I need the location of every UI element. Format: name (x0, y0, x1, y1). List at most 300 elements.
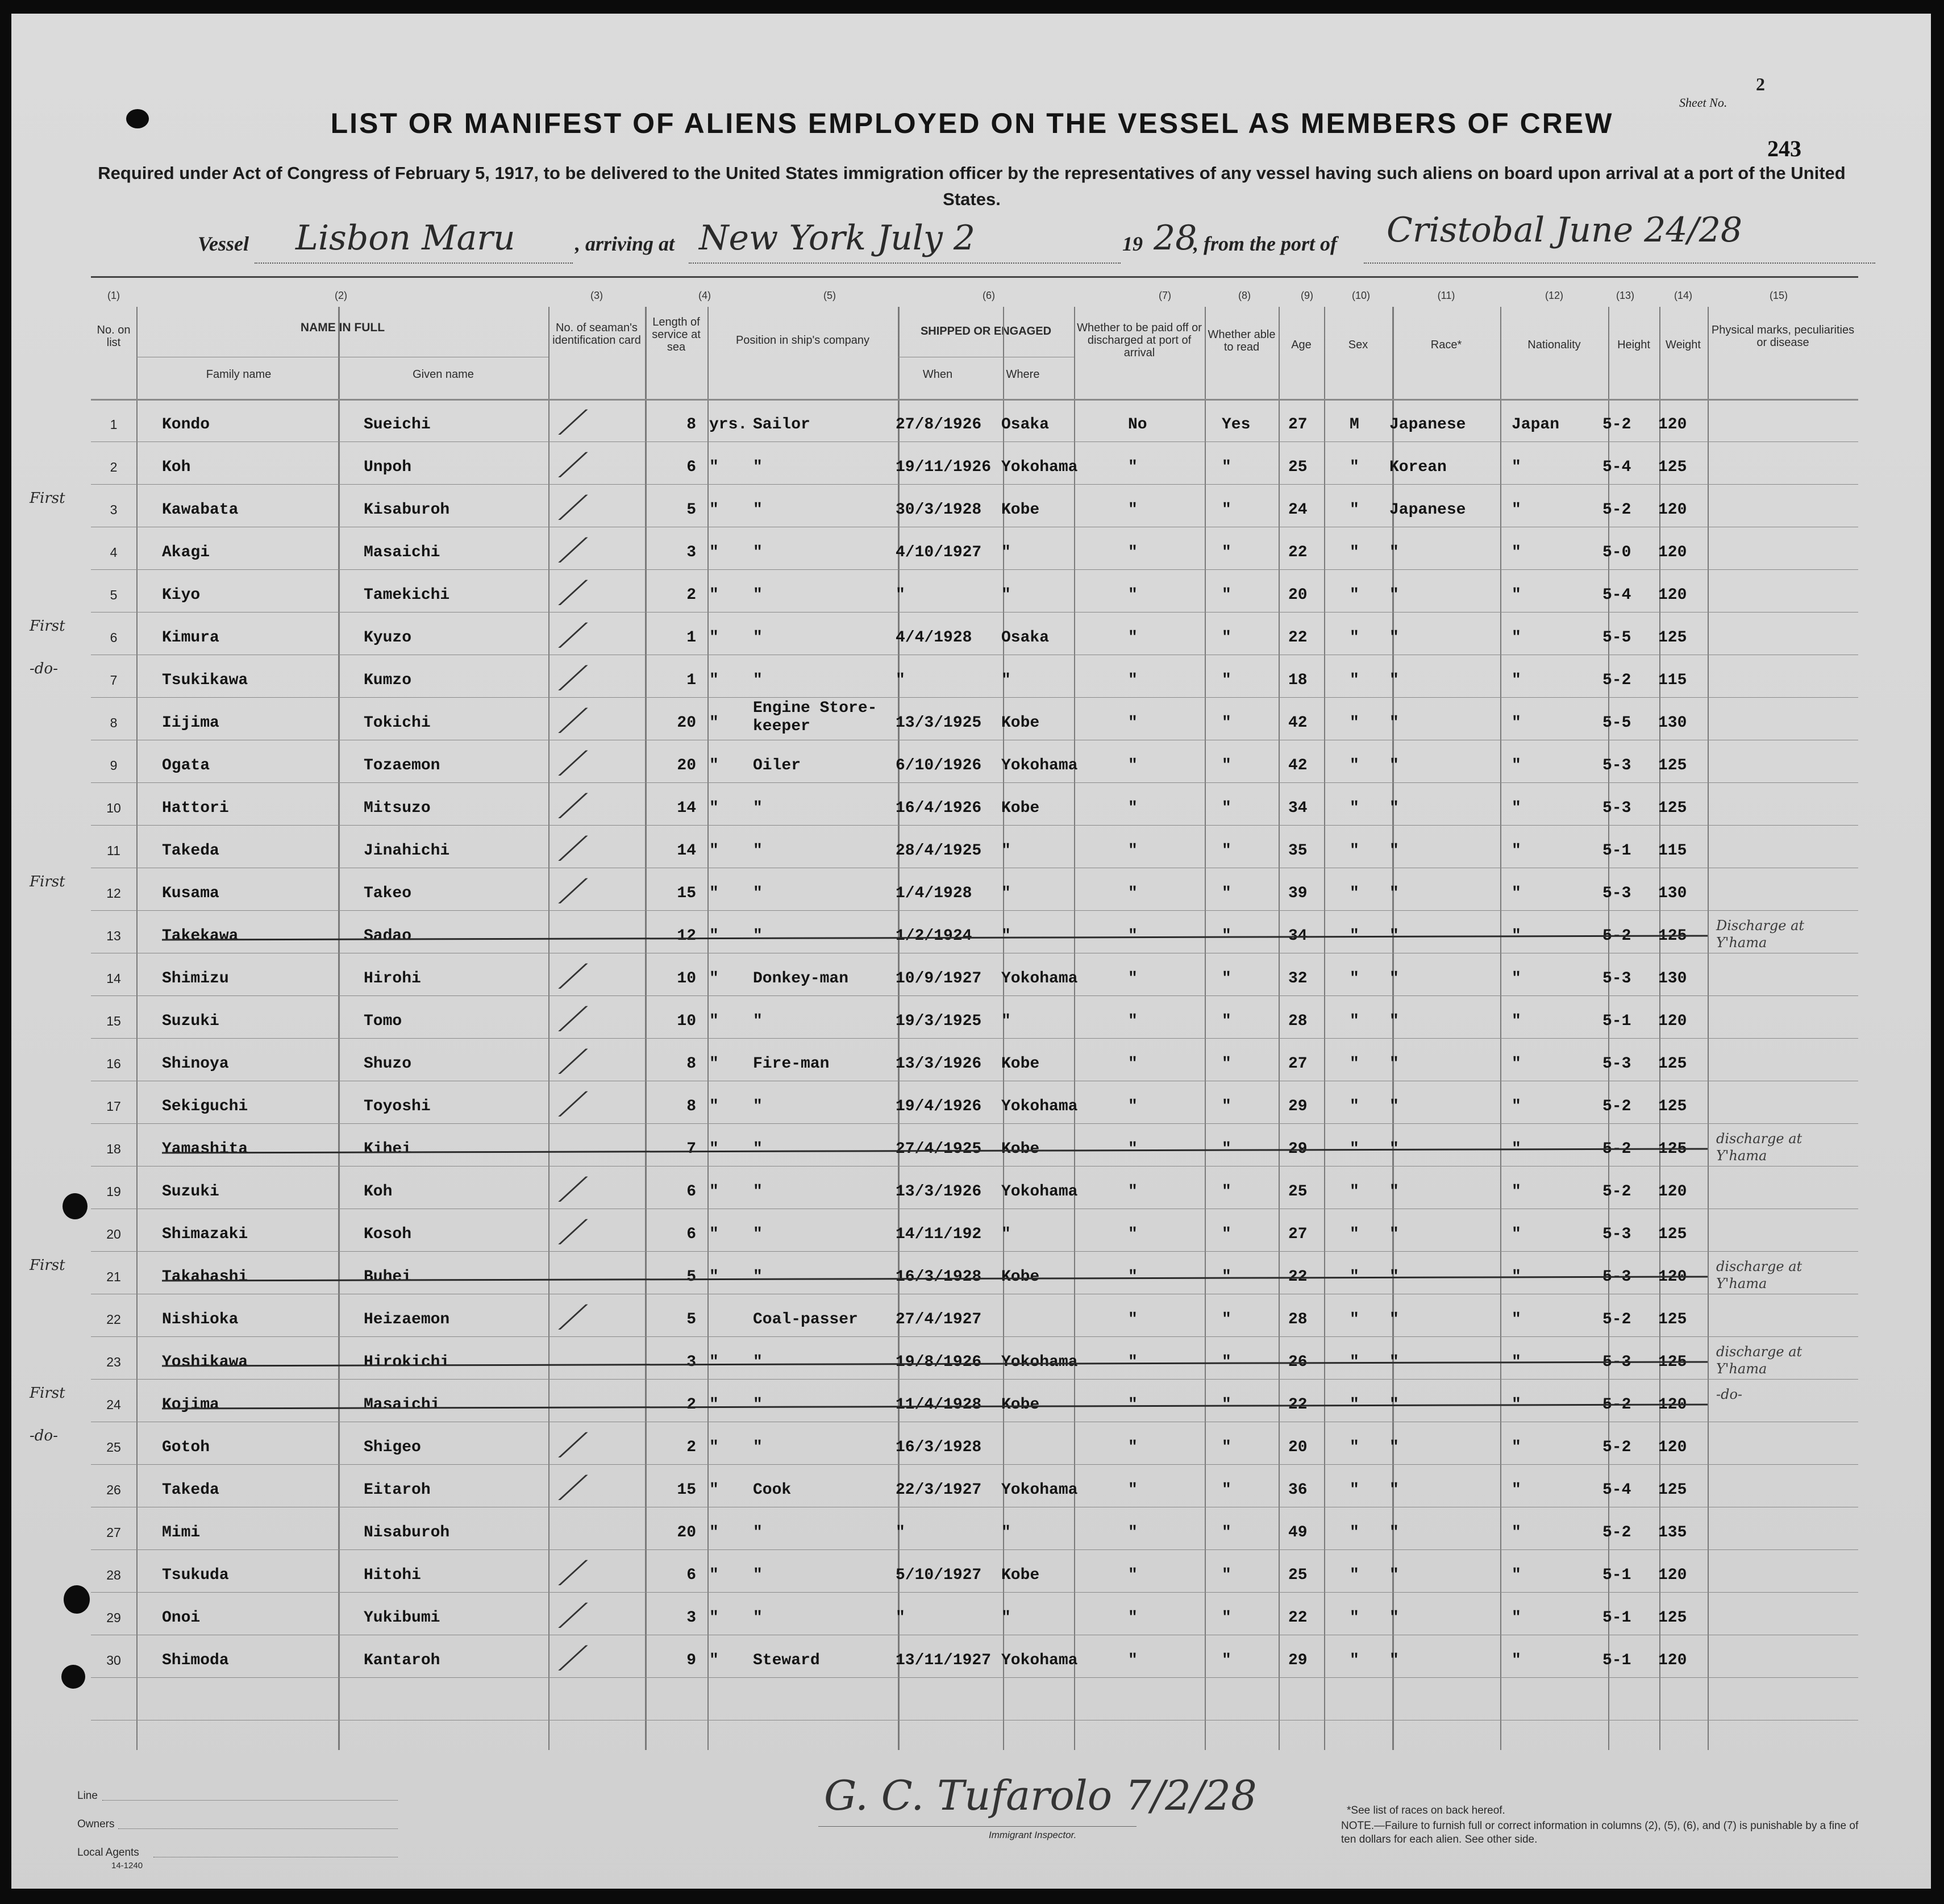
family-name-cell: Iijima (162, 714, 219, 732)
id-card-check: / (557, 1639, 589, 1675)
engaged-where-cell: Osaka (1001, 629, 1050, 647)
engaged-when-cell: 27/4/1925 (896, 1140, 982, 1158)
given-name-cell: Kyuzo (364, 629, 412, 647)
engaged-where-cell: Kobe (1001, 1566, 1040, 1584)
sex-cell: " (1350, 1609, 1359, 1627)
engaged-where-cell: Kobe (1001, 799, 1040, 817)
family-name-cell: Shimazaki (162, 1226, 248, 1243)
length-unit-cell: " (709, 1652, 719, 1669)
length-of-service-cell: 2 (686, 1439, 696, 1456)
height-cell: 5-5 (1602, 629, 1631, 647)
position-cell: " (753, 1183, 763, 1201)
engaged-where-cell: Yokohama (1001, 459, 1078, 476)
age-cell: 25 (1288, 459, 1308, 476)
column-number: (3) (590, 290, 603, 301)
paid-off-cell: " (1128, 459, 1138, 476)
given-name-cell: Masaichi (364, 1396, 440, 1414)
engaged-where-cell: Yokohama (1001, 1481, 1078, 1499)
nationality-cell: " (1512, 1183, 1521, 1201)
nationality-cell: " (1512, 1396, 1521, 1414)
id-card-check: / (557, 957, 589, 993)
position-cell: " (753, 1140, 763, 1158)
table-row (91, 1511, 1858, 1554)
able-to-read-cell: " (1222, 714, 1231, 732)
sex-cell: " (1350, 927, 1359, 945)
able-to-read-cell: " (1222, 1353, 1231, 1371)
race-cell: " (1389, 1439, 1399, 1456)
header-when: When (922, 368, 953, 381)
age-cell: 32 (1288, 970, 1308, 988)
race-cell: " (1389, 1226, 1399, 1243)
height-cell: 5-3 (1602, 1226, 1631, 1243)
position-cell: Coal-passer (753, 1311, 858, 1328)
length-unit-cell: " (709, 1439, 719, 1456)
paid-off-cell: " (1128, 501, 1138, 519)
header-able-to-read: Whether able to read (1208, 328, 1276, 353)
height-cell: 5-4 (1602, 586, 1631, 604)
age-cell: 25 (1288, 1183, 1308, 1201)
length-of-service-cell: 1 (686, 629, 696, 647)
family-name-cell: Onoi (162, 1609, 201, 1627)
sex-cell: " (1350, 714, 1359, 732)
penalty-note: NOTE.—Failure to furnish full or correct information in columns (2), (5), (6), and (7) is punishable by a fine of ten dollars for each alien. See other side. (1341, 1820, 1859, 1845)
sex-cell: " (1350, 1226, 1359, 1243)
given-name-cell: Buhei (364, 1268, 412, 1286)
nationality-cell: " (1512, 1524, 1521, 1541)
race-cell: " (1389, 1353, 1399, 1371)
length-unit-cell: " (709, 1481, 719, 1499)
column-number: (13) (1616, 290, 1634, 301)
weight-cell: 125 (1658, 1140, 1687, 1158)
weight-cell: 120 (1658, 416, 1687, 434)
weight-cell: 125 (1658, 757, 1687, 774)
given-name-cell: Masaichi (364, 544, 440, 561)
age-cell: 22 (1288, 544, 1308, 561)
length-of-service-cell: 3 (686, 544, 696, 561)
row-number: 17 (106, 1099, 121, 1114)
weight-cell: 120 (1658, 501, 1687, 519)
nationality-cell: " (1512, 1055, 1521, 1073)
row-number: 28 (106, 1568, 121, 1582)
engaged-when-cell: 4/10/1927 (896, 544, 982, 561)
row-number: 29 (106, 1610, 121, 1625)
height-cell: 5-1 (1602, 1013, 1631, 1030)
nationality-cell: " (1512, 544, 1521, 561)
length-of-service-cell: 2 (686, 1396, 696, 1414)
header-height: Height (1617, 339, 1650, 351)
row-number: 22 (106, 1312, 121, 1327)
position-cell: " (753, 1268, 763, 1286)
row-number: 26 (106, 1482, 121, 1497)
paid-off-cell: " (1128, 927, 1138, 945)
race-cell: " (1389, 1013, 1399, 1030)
able-to-read-cell: " (1222, 1268, 1231, 1286)
sex-cell: " (1350, 1140, 1359, 1158)
weight-cell: 120 (1658, 586, 1687, 604)
header-nationality: Nationality (1527, 339, 1581, 351)
row-number: 14 (106, 971, 121, 986)
length-unit-cell: " (709, 927, 719, 945)
able-to-read-cell: " (1222, 1396, 1231, 1414)
nationality-cell: " (1512, 799, 1521, 817)
engaged-when-cell: 28/4/1925 (896, 842, 982, 860)
column-number: (9) (1301, 290, 1313, 301)
race-cell: " (1389, 927, 1399, 945)
weight-cell: 125 (1658, 629, 1687, 647)
engaged-where-cell: Kobe (1001, 1396, 1040, 1414)
length-of-service-cell: 5 (686, 501, 696, 519)
family-name-cell: Kawabata (162, 501, 239, 519)
nationality-cell: " (1512, 970, 1521, 988)
able-to-read-cell: " (1222, 799, 1231, 817)
engaged-where-cell: Osaka (1001, 416, 1050, 434)
race-cell: " (1389, 1183, 1399, 1201)
length-unit-cell: " (709, 1566, 719, 1584)
able-to-read-cell: " (1222, 629, 1231, 647)
family-name-cell: Takeda (162, 842, 219, 860)
height-cell: 5-2 (1602, 927, 1631, 945)
family-name-cell: Hattori (162, 799, 229, 817)
nationality-cell: " (1512, 1353, 1521, 1371)
height-cell: 5-3 (1602, 970, 1631, 988)
table-row (91, 1597, 1858, 1639)
family-name-cell: Kimura (162, 629, 219, 647)
height-cell: 5-2 (1602, 416, 1631, 434)
length-unit-cell: " (709, 1268, 719, 1286)
header-shipped-engaged: SHIPPED OR ENGAGED (920, 325, 1052, 338)
engaged-when-cell: 16/3/1928 (896, 1268, 982, 1286)
nationality-cell: " (1512, 1098, 1521, 1115)
height-cell: 5-2 (1602, 672, 1631, 689)
row-number: 9 (110, 758, 118, 773)
position-cell: Steward (753, 1652, 820, 1669)
form-number: 14-1240 (111, 1861, 143, 1870)
row-number: 20 (106, 1227, 121, 1241)
age-cell: 22 (1288, 629, 1308, 647)
length-of-service-cell: 3 (686, 1353, 696, 1371)
nationality-cell: " (1512, 714, 1521, 732)
length-unit-cell: " (709, 1183, 719, 1201)
column-number: (12) (1545, 290, 1563, 301)
paid-off-cell: " (1128, 1481, 1138, 1499)
engaged-when-cell: 22/3/1927 (896, 1481, 982, 1499)
able-to-read-cell: " (1222, 1481, 1231, 1499)
engaged-when-cell: 19/3/1925 (896, 1013, 982, 1030)
length-of-service-cell: 3 (686, 1609, 696, 1627)
margin-note: -do- (30, 660, 58, 677)
engaged-when-cell: 16/3/1928 (896, 1439, 982, 1456)
weight-cell: 125 (1658, 1353, 1687, 1371)
length-of-service-cell: 2 (686, 586, 696, 604)
given-name-cell: Jinahichi (364, 842, 450, 860)
nationality-cell: " (1512, 1566, 1521, 1584)
given-name-cell: Kantaroh (364, 1652, 440, 1669)
length-of-service-cell: 20 (677, 757, 696, 774)
engaged-where-cell: Kobe (1001, 501, 1040, 519)
length-of-service-cell: 5 (686, 1268, 696, 1286)
length-unit-cell: " (709, 1609, 719, 1627)
engaged-when-cell: 27/8/1926 (896, 416, 982, 434)
row-number: 4 (110, 545, 118, 560)
race-cell: Korean (1389, 459, 1447, 476)
engaged-when-cell: 11/4/1928 (896, 1396, 982, 1414)
physical-marks-note: discharge at Y'hama (1716, 1259, 1803, 1291)
engaged-when-cell: 10/9/1927 (896, 970, 982, 988)
weight-cell: 125 (1658, 799, 1687, 817)
given-name-cell: Toyoshi (364, 1098, 431, 1115)
able-to-read-cell: " (1222, 1098, 1231, 1115)
height-cell: 5-1 (1602, 1609, 1631, 1627)
age-cell: 29 (1288, 1652, 1308, 1669)
engaged-when-cell: 19/8/1926 (896, 1353, 982, 1371)
engaged-when-cell: 30/3/1928 (896, 501, 982, 519)
length-unit-cell: " (709, 1013, 719, 1030)
length-unit-cell: " (709, 757, 719, 774)
height-cell: 5-1 (1602, 842, 1631, 860)
id-card-check: / (557, 489, 589, 524)
given-name-cell: Hitohi (364, 1566, 421, 1584)
engaged-where-cell: " (1001, 1609, 1011, 1627)
height-cell: 5-3 (1602, 885, 1631, 902)
able-to-read-cell: " (1222, 672, 1231, 689)
table-row (91, 659, 1858, 702)
age-cell: 26 (1288, 1353, 1308, 1371)
row-number: 16 (106, 1056, 121, 1071)
sex-cell: " (1350, 1481, 1359, 1499)
nationality-cell: " (1512, 1013, 1521, 1030)
given-name-cell: Tamekichi (364, 586, 450, 604)
length-unit-cell: " (709, 629, 719, 647)
paid-off-cell: " (1128, 970, 1138, 988)
engaged-where-cell: " (1001, 927, 1011, 945)
header-no-on-list: No. on list (97, 324, 131, 349)
weight-cell: 120 (1658, 1652, 1687, 1669)
row-number: 12 (106, 886, 121, 901)
given-name-cell: Shuzo (364, 1055, 412, 1073)
paid-off-cell: " (1128, 1311, 1138, 1328)
owners-label: Owners (77, 1818, 115, 1830)
able-to-read-cell: Yes (1222, 416, 1251, 434)
able-to-read-cell: " (1222, 544, 1231, 561)
height-cell: 5-4 (1602, 459, 1631, 476)
weight-cell: 120 (1658, 544, 1687, 561)
race-cell: " (1389, 1396, 1399, 1414)
family-name-cell: Gotoh (162, 1439, 210, 1456)
inspector-signature: G. C. Tufarolo 7/2/28 (824, 1772, 1257, 1819)
engaged-when-cell: " (896, 1609, 905, 1627)
length-of-service-cell: 6 (686, 1183, 696, 1201)
length-unit-cell: " (709, 586, 719, 604)
paid-off-cell: " (1128, 672, 1138, 689)
family-name-cell: Mimi (162, 1524, 201, 1541)
id-card-check: / (557, 702, 589, 738)
race-cell: " (1389, 1098, 1399, 1115)
nationality-cell: " (1512, 885, 1521, 902)
length-of-service-cell: 9 (686, 1652, 696, 1669)
engaged-where-cell: Yokohama (1001, 1183, 1078, 1201)
nationality-cell: " (1512, 672, 1521, 689)
weight-cell: 120 (1658, 1566, 1687, 1584)
race-cell: Japanese (1389, 501, 1466, 519)
physical-marks-note: -do- (1716, 1386, 1743, 1402)
age-cell: 27 (1288, 416, 1308, 434)
sex-cell: " (1350, 1353, 1359, 1371)
height-cell: 5-3 (1602, 799, 1631, 817)
age-cell: 28 (1288, 1013, 1308, 1030)
length-unit-cell: " (709, 1140, 719, 1158)
id-card-check: / (557, 616, 589, 652)
weight-cell: 125 (1658, 459, 1687, 476)
weight-cell: 125 (1658, 1311, 1687, 1328)
engaged-where-cell: Yokohama (1001, 757, 1078, 774)
height-cell: 5-2 (1602, 1140, 1631, 1158)
weight-cell: 125 (1658, 927, 1687, 945)
sex-cell: " (1350, 1311, 1359, 1328)
race-cell: " (1389, 1268, 1399, 1286)
id-card-check: / (557, 531, 589, 567)
family-name-cell: Takeda (162, 1481, 219, 1499)
column-number: (5) (823, 290, 836, 301)
family-name-cell: Akagi (162, 544, 210, 561)
header-given-name: Given name (413, 368, 474, 381)
id-card-check: / (557, 1043, 589, 1078)
engaged-when-cell: 13/3/1925 (896, 714, 982, 732)
able-to-read-cell: " (1222, 927, 1231, 945)
inspector-label: Immigrant Inspector. (989, 1830, 1077, 1840)
engaged-when-cell: 1/2/1924 (896, 927, 972, 945)
column-number: (14) (1674, 290, 1692, 301)
row-number: 13 (106, 928, 121, 943)
weight-cell: 130 (1658, 714, 1687, 732)
sex-cell: " (1350, 501, 1359, 519)
length-unit-cell: " (709, 672, 719, 689)
paid-off-cell: " (1128, 1183, 1138, 1201)
weight-cell: 120 (1658, 1183, 1687, 1201)
header-position: Position in ship's company (735, 334, 870, 347)
family-name-cell: Shimoda (162, 1652, 229, 1669)
id-card-check: / (557, 403, 589, 439)
age-cell: 39 (1288, 885, 1308, 902)
age-cell: 25 (1288, 1566, 1308, 1584)
position-cell: " (753, 1566, 763, 1584)
position-cell: " (753, 1226, 763, 1243)
length-of-service-cell: 20 (677, 714, 696, 732)
nationality-cell: " (1512, 842, 1521, 860)
weight-cell: 135 (1658, 1524, 1687, 1541)
length-of-service-cell: 14 (677, 842, 696, 860)
position-cell: " (753, 1609, 763, 1627)
row-number: 7 (110, 673, 118, 688)
row-number: 15 (106, 1014, 121, 1028)
paid-off-cell: " (1128, 1013, 1138, 1030)
engaged-where-cell: " (1001, 544, 1011, 561)
weight-cell: 115 (1658, 842, 1687, 860)
column-number: (7) (1159, 290, 1171, 301)
position-cell: Cook (753, 1481, 792, 1499)
row-number: 18 (106, 1141, 121, 1156)
paid-off-cell: " (1128, 714, 1138, 732)
given-name-cell: Kumzo (364, 672, 412, 689)
engaged-when-cell: 5/10/1927 (896, 1566, 982, 1584)
able-to-read-cell: " (1222, 1055, 1231, 1073)
header-paid-off: Whether to be paid off or discharged at port of arrival (1077, 322, 1202, 359)
vessel-name: Lisbon Maru (295, 218, 515, 258)
able-to-read-cell: " (1222, 1566, 1231, 1584)
race-cell: " (1389, 842, 1399, 860)
sex-cell: " (1350, 1439, 1359, 1456)
id-card-check: / (557, 1554, 589, 1590)
able-to-read-cell: " (1222, 1140, 1231, 1158)
sex-cell: " (1350, 1183, 1359, 1201)
header-family-name: Family name (206, 368, 272, 381)
paid-off-cell: " (1128, 1055, 1138, 1073)
length-unit-cell: " (709, 1226, 719, 1243)
race-cell: " (1389, 1481, 1399, 1499)
race-cell: " (1389, 885, 1399, 902)
arriving-fill-line (689, 263, 1121, 264)
sex-cell: " (1350, 1268, 1359, 1286)
age-cell: 22 (1288, 1396, 1308, 1414)
table-row (91, 872, 1858, 915)
engaged-when-cell: 19/4/1926 (896, 1098, 982, 1115)
row-number: 11 (107, 843, 120, 858)
engaged-where-cell: Kobe (1001, 714, 1040, 732)
position-cell: " (753, 501, 763, 519)
row-number: 1 (110, 417, 118, 432)
binder-hole (64, 1585, 90, 1614)
race-cell: " (1389, 672, 1399, 689)
engaged-where-cell: " (1001, 1524, 1011, 1541)
race-cell: Japanese (1389, 416, 1466, 434)
header-race: Race* (1430, 339, 1462, 351)
position-cell: " (753, 1524, 763, 1541)
arrival-port-date: New York July 2 (699, 218, 976, 258)
age-cell: 20 (1288, 586, 1308, 604)
weight-cell: 120 (1658, 1396, 1687, 1414)
id-card-check: / (557, 744, 589, 780)
row-number: 23 (106, 1355, 121, 1369)
document-subtitle: Required under Act of Congress of February 5, 1917, to be delivered to the United States immigration officer by the representatives of any vessel having such aliens on board upon arrival at a port of the United States. (98, 163, 1846, 209)
engaged-when-cell: 27/4/1927 (896, 1311, 982, 1328)
id-card-check: / (557, 1085, 589, 1121)
margin-note: First (30, 618, 65, 635)
weight-cell: 120 (1658, 1268, 1687, 1286)
row-number: 5 (110, 588, 118, 602)
row-number: 8 (110, 715, 118, 730)
column-number: (4) (698, 290, 711, 301)
nationality-cell: " (1512, 1226, 1521, 1243)
given-name-cell: Koh (364, 1183, 393, 1201)
nationality-cell: " (1512, 927, 1521, 945)
length-unit-cell: " (709, 970, 719, 988)
able-to-read-cell: " (1222, 970, 1231, 988)
header-id-card: No. of seaman's identification card (552, 322, 641, 347)
nationality-cell: " (1512, 1268, 1521, 1286)
header-bottom-rule (91, 399, 1858, 401)
physical-marks-note: discharge at Y'hama (1716, 1131, 1803, 1164)
margin-note: First (30, 490, 65, 507)
id-card-check: / (557, 574, 589, 610)
position-cell: " (753, 1013, 763, 1030)
paid-off-cell: " (1128, 799, 1138, 817)
able-to-read-cell: " (1222, 757, 1231, 774)
column-number: (2) (335, 290, 347, 301)
height-cell: 5-3 (1602, 1268, 1631, 1286)
length-unit-cell: yrs. (709, 416, 748, 434)
able-to-read-cell: " (1222, 1524, 1231, 1541)
sex-cell: " (1350, 1013, 1359, 1030)
family-name-cell: Shinoya (162, 1055, 229, 1073)
